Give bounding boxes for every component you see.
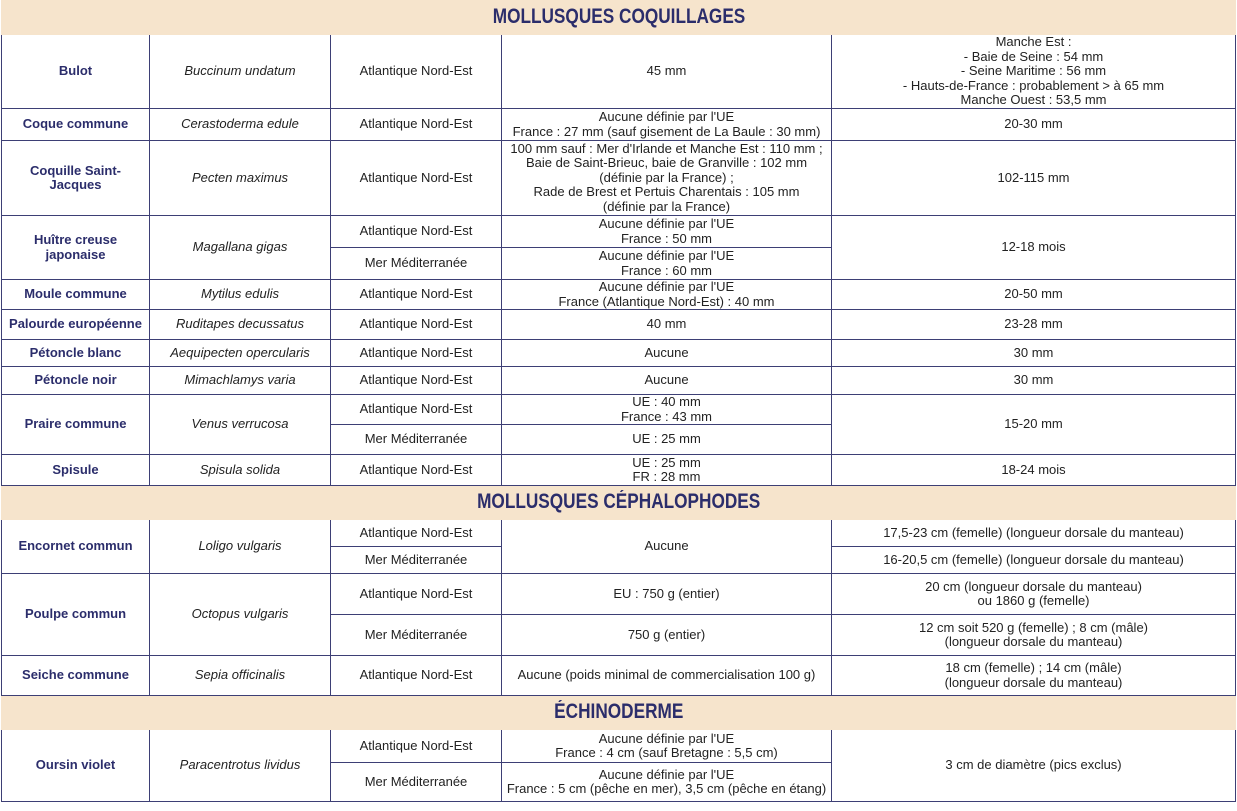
species-name: Seiche commune <box>2 656 150 696</box>
table-row <box>2 574 1236 615</box>
zone-cell: Atlantique Nord-Est <box>331 574 502 615</box>
zone-cell: Mer Méditerranée <box>331 615 502 656</box>
species-name: Coquille Saint-Jacques <box>2 141 150 216</box>
section-title: MOLLUSQUES COQUILLAGES <box>492 5 745 29</box>
maturity-size-cell: 16-20,5 cm (femelle) (longueur dorsale du manteau) <box>832 547 1236 574</box>
species-name: Spisule <box>2 455 150 486</box>
zone-cell: Atlantique Nord-Est <box>331 35 502 109</box>
species-name: Moule commune <box>2 280 150 310</box>
scientific-name: Sepia officinalis <box>150 656 331 696</box>
scientific-name: Loligo vulgaris <box>150 520 331 574</box>
table-row <box>2 656 1236 696</box>
maturity-size-cell: Manche Est : - Baie de Seine : 54 mm - Seine Maritime : 56 mm - Hauts-de-France : probablement > à 65 mm Manche Ouest : 53,5 mm <box>832 35 1236 109</box>
species-name: Bulot <box>2 35 150 109</box>
min-size-cell: Aucune <box>502 340 832 367</box>
table-row <box>2 520 1236 547</box>
scientific-name: Spisula solida <box>150 455 331 486</box>
species-name: Poulpe commun <box>2 574 150 656</box>
maturity-size-cell: 17,5-23 cm (femelle) (longueur dorsale du manteau) <box>832 520 1236 547</box>
min-size-cell: EU : 750 g (entier) <box>502 574 832 615</box>
min-size-cell: UE : 25 mm <box>502 425 832 455</box>
zone-cell: Mer Méditerranée <box>331 425 502 455</box>
zone-cell: Mer Méditerranée <box>331 763 502 802</box>
min-size-cell: Aucune définie par l'UE France : 5 cm (pêche en mer), 3,5 cm (pêche en étang) <box>502 763 832 802</box>
zone-cell: Atlantique Nord-Est <box>331 141 502 216</box>
zone-cell: Atlantique Nord-Est <box>331 367 502 395</box>
min-size-cell: Aucune définie par l'UE France : 27 mm (sauf gisement de La Baule : 30 mm) <box>502 109 832 141</box>
scientific-name: Ruditapes decussatus <box>150 310 331 340</box>
min-size-cell: 40 mm <box>502 310 832 340</box>
min-size-cell: Aucune <box>502 520 832 574</box>
maturity-size-cell: 30 mm <box>832 340 1236 367</box>
zone-cell: Atlantique Nord-Est <box>331 216 502 248</box>
maturity-size-cell: 30 mm <box>832 367 1236 395</box>
table-row <box>2 35 1236 109</box>
species-name: Huître creuse japonaise <box>2 216 150 280</box>
maturity-size-cell: 15-20 mm <box>832 395 1236 455</box>
min-size-cell: 750 g (entier) <box>502 615 832 656</box>
min-size-cell: Aucune définie par l'UE France : 4 cm (sauf Bretagne : 5,5 cm) <box>502 730 832 763</box>
species-name: Palourde européenne <box>2 310 150 340</box>
section-header-row <box>2 696 1236 730</box>
table-row <box>2 141 1236 216</box>
scientific-name: Magallana gigas <box>150 216 331 280</box>
table-row <box>2 340 1236 367</box>
zone-cell: Atlantique Nord-Est <box>331 280 502 310</box>
table-row <box>2 216 1236 248</box>
min-size-cell: 45 mm <box>502 35 832 109</box>
scientific-name: Mytilus edulis <box>150 280 331 310</box>
scientific-name: Pecten maximus <box>150 141 331 216</box>
section-title-cell <box>2 1 1236 35</box>
scientific-name: Cerastoderma edule <box>150 109 331 141</box>
table-row <box>2 310 1236 340</box>
species-name: Oursin violet <box>2 730 150 802</box>
section-header-row <box>2 1 1236 35</box>
section-title: MOLLUSQUES CÉPHALOPHODES <box>476 490 761 514</box>
table-row <box>2 395 1236 425</box>
zone-cell: Atlantique Nord-Est <box>331 455 502 486</box>
maturity-size-cell: 20-50 mm <box>832 280 1236 310</box>
species-name: Coque commune <box>2 109 150 141</box>
scientific-name: Buccinum undatum <box>150 35 331 109</box>
min-size-cell: Aucune définie par l'UE France : 50 mm <box>502 216 832 248</box>
section-title: ÉCHINODERME <box>553 700 684 724</box>
species-name: Pétoncle noir <box>2 367 150 395</box>
table-row <box>2 455 1236 486</box>
table-row <box>2 730 1236 763</box>
zone-cell: Atlantique Nord-Est <box>331 310 502 340</box>
species-name: Encornet commun <box>2 520 150 574</box>
min-size-cell: Aucune (poids minimal de commercialisation 100 g) <box>502 656 832 696</box>
scientific-name: Octopus vulgaris <box>150 574 331 656</box>
zone-cell: Atlantique Nord-Est <box>331 730 502 763</box>
scientific-name: Aequipecten opercularis <box>150 340 331 367</box>
section-title-cell <box>2 696 1236 730</box>
section-header-row <box>2 486 1236 520</box>
zone-cell: Atlantique Nord-Est <box>331 520 502 547</box>
min-size-cell: 100 mm sauf : Mer d'Irlande et Manche Est : 110 mm ; Baie de Saint-Brieuc, baie de Granville : 102 mm (définie par la France) ; Rade de Brest et Pertuis Charentais : 105 mm (définie par la France) <box>502 141 832 216</box>
min-size-cell: Aucune définie par l'UE France (Atlantique Nord-Est) : 40 mm <box>502 280 832 310</box>
table-row <box>2 280 1236 310</box>
min-size-cell: Aucune <box>502 367 832 395</box>
maturity-size-cell: 102-115 mm <box>832 141 1236 216</box>
table-row <box>2 109 1236 141</box>
scientific-name: Paracentrotus lividus <box>150 730 331 802</box>
section-title-cell <box>2 486 1236 520</box>
maturity-size-cell: 18-24 mois <box>832 455 1236 486</box>
scientific-name: Mimachlamys varia <box>150 367 331 395</box>
maturity-size-cell: 20-30 mm <box>832 109 1236 141</box>
maturity-size-cell: 12 cm soit 520 g (femelle) ; 8 cm (mâle) (longueur dorsale du manteau) <box>832 615 1236 656</box>
species-name: Praire commune <box>2 395 150 455</box>
zone-cell: Atlantique Nord-Est <box>331 109 502 141</box>
zone-cell: Atlantique Nord-Est <box>331 340 502 367</box>
species-name: Pétoncle blanc <box>2 340 150 367</box>
maturity-size-cell: 23-28 mm <box>832 310 1236 340</box>
maturity-size-cell: 18 cm (femelle) ; 14 cm (mâle) (longueur dorsale du manteau) <box>832 656 1236 696</box>
maturity-size-cell: 3 cm de diamètre (pics exclus) <box>832 730 1236 802</box>
maturity-size-cell: 20 cm (longueur dorsale du manteau) ou 1860 g (femelle) <box>832 574 1236 615</box>
min-size-cell: Aucune définie par l'UE France : 60 mm <box>502 248 832 280</box>
min-size-cell: UE : 25 mm FR : 28 mm <box>502 455 832 486</box>
species-size-table <box>1 0 1236 802</box>
zone-cell: Mer Méditerranée <box>331 248 502 280</box>
min-size-cell: UE : 40 mm France : 43 mm <box>502 395 832 425</box>
zone-cell: Atlantique Nord-Est <box>331 656 502 696</box>
zone-cell: Atlantique Nord-Est <box>331 395 502 425</box>
scientific-name: Venus verrucosa <box>150 395 331 455</box>
table-row <box>2 367 1236 395</box>
zone-cell: Mer Méditerranée <box>331 547 502 574</box>
maturity-size-cell: 12-18 mois <box>832 216 1236 280</box>
